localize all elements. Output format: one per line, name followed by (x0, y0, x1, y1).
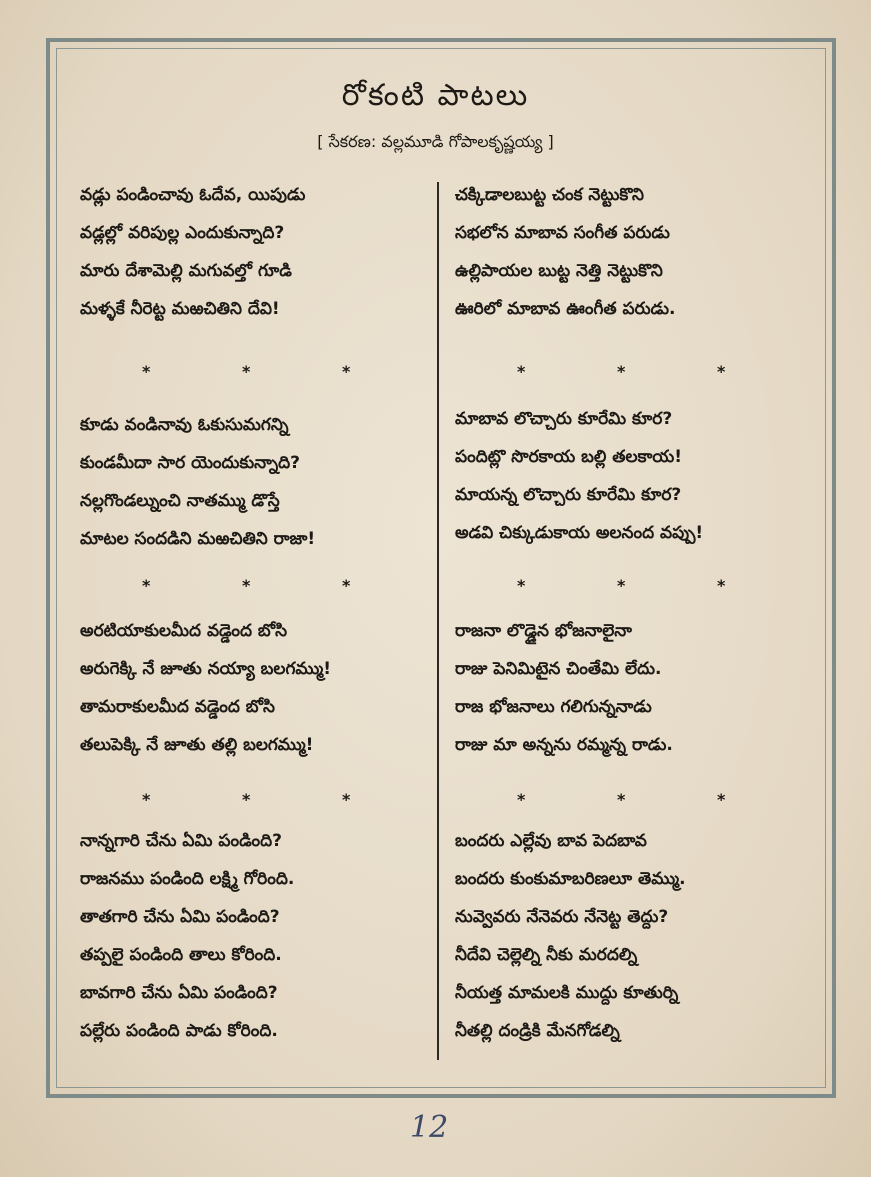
verse-line: రాజ భోజనాలు గలిగున్ననాడు (455, 697, 652, 717)
verse-line: ఉల్లిపాయల బుట్ట నెత్తి నెట్టుకొని (455, 261, 663, 281)
separator-star: * (717, 576, 726, 595)
verse-line: రాజనము పండింది లక్ష్మి గోరింది. (80, 869, 295, 889)
separator-star: * (342, 790, 351, 809)
verse-line: అరటియాకులమీద వడ్డెంద బోసి (80, 621, 288, 641)
verse-line: నల్లగొండల్నుంచి నాతమ్ము డొస్తే (80, 491, 280, 511)
verse-line: తామరాకులమీద వడ్డెంద బోసి (80, 697, 275, 717)
verse-line: నాన్నగారి చేను ఏమి పండింది? (80, 831, 282, 851)
separator-star: * (242, 790, 251, 809)
separator-star: * (242, 576, 251, 595)
verse-line: సభలోన మాబావ సంగీత పరుడు (455, 223, 670, 243)
verse-line: ఊరిలో మాబావ ఊంగీత పరుడు. (455, 299, 676, 319)
verse-line: రాజు మా అన్నను రమ్మన్న రాడు. (455, 735, 673, 755)
verse-line: రాజు పెనిమిటైన చింతేమి లేదు. (455, 659, 662, 679)
stanza-separator (455, 362, 815, 382)
verse-line: బావగారి చేను ఏమి పండింది? (80, 983, 278, 1003)
verse-line: రాజనా లొడ్డైన భోజనాలైనా (455, 621, 632, 641)
separator-star: * (342, 362, 351, 381)
verse-line: అడవి చిక్కుడుకాయ అలనంద వప్పు! (455, 523, 704, 543)
separator-star: * (617, 790, 626, 809)
verse-line: నీతల్లి దండ్రికి మేనగోడల్ని (455, 1021, 620, 1041)
verse-line: మాటల సందడిని మఱచితిని రాజా! (80, 529, 316, 549)
verse-line: కుండమీదా సార యెందుకున్నాది? (80, 453, 300, 473)
separator-star: * (717, 362, 726, 381)
verse-line: బందరు ఎల్లేవు బావ పెదబావ (455, 831, 647, 851)
column-divider (437, 182, 439, 1060)
verse-line: బందరు కుంకుమాబరిణలూ తెమ్ము. (455, 869, 686, 889)
verse-line: వడ్లు పండించావు ఓదేవ, యిపుడు (80, 185, 306, 205)
separator-star: * (517, 362, 526, 381)
verse-line: పల్లేరు పండింది పాడు కోరింది. (80, 1021, 278, 1041)
separator-star: * (617, 576, 626, 595)
stanza-separator (80, 576, 440, 596)
verse-line: అరుగెక్కి నే జూతు నయ్యా బలగమ్ము! (80, 659, 331, 679)
verse-line: వడ్లల్లో వరిపుల్ల ఎందుకున్నాది? (80, 223, 285, 243)
verse-line: నీదేవి చెల్లెల్ని నీకు మరదల్ని (455, 945, 638, 965)
verse-line: నీయత్త మామలకి ముద్దు కూతుర్ని (455, 983, 679, 1003)
verse-line: తాతగారి చేను ఏమి పండింది? (80, 907, 280, 927)
verse-line: తప్పలై పండింది తాలు కోరింది. (80, 945, 282, 965)
separator-star: * (142, 790, 151, 809)
stanza-separator (80, 362, 440, 382)
verse-line: మారు దేశామెల్లి మగువల్తో గూడి (80, 261, 292, 281)
verse-line: మాయన్న లొచ్చారు కూరేమి కూర? (455, 485, 682, 505)
verse-line: మళ్ళకే నీరెట్ట మఱచితిని దేవి! (80, 299, 280, 319)
separator-star: * (242, 362, 251, 381)
page-number: 12 (410, 1110, 449, 1145)
separator-star: * (517, 790, 526, 809)
separator-star: * (617, 362, 626, 381)
verse-line: మాబావ లొచ్చారు కూరేమి కూర? (455, 409, 673, 429)
verse-line: నువ్వెవరు నేనెవరు నేనెట్ట తెద్దు? (455, 907, 669, 927)
credit-line: [ సేకరణ: వల్లమూడి గోపాలకృష్ణయ్య ] (317, 132, 554, 151)
separator-star: * (517, 576, 526, 595)
verse-line: తలుపెక్కి నే జూతు తల్లి బలగమ్ము! (80, 735, 314, 755)
separator-star: * (717, 790, 726, 809)
verse-line: కూడు వండినావు ఓకుసుమగన్ని (80, 415, 289, 435)
separator-star: * (342, 576, 351, 595)
page-title: రోకంటి పాటలు (341, 78, 530, 113)
separator-star: * (142, 362, 151, 381)
separator-star: * (142, 576, 151, 595)
verse-line: చక్కిడాలబుట్ట చంక నెట్టుకొని (455, 185, 644, 205)
stanza-separator (455, 576, 815, 596)
stanza-separator (80, 790, 440, 810)
stanza-separator (455, 790, 815, 810)
verse-line: పందిట్లొ సొరకాయ బల్లి తలకాయ! (455, 447, 682, 467)
